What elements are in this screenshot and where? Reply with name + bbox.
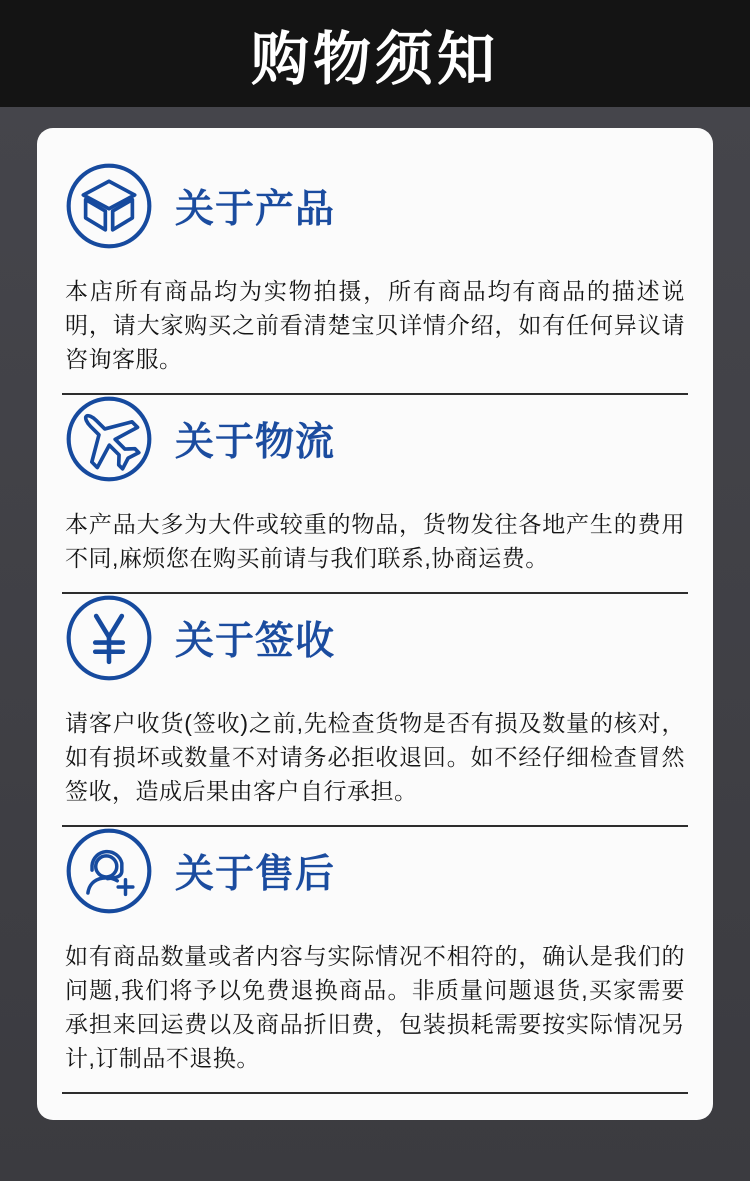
- section-logistics: [37, 395, 713, 575]
- section-logistics-body: 本产品大多为大件或较重的物品，货物发往各地产生的费用不同,麻烦您在购买前请与我们联系,协商运费。: [65, 511, 685, 571]
- section-aftersales-header: [65, 827, 685, 915]
- headset-icon: [65, 827, 153, 915]
- section-signoff-header: [65, 594, 685, 682]
- section-product-body: 本店所有商品均为实物拍摄，所有商品均有商品的描述说明，请大家购买之前看清楚宝贝详情介绍，如有任何异议请咨询客服。: [65, 278, 685, 372]
- yen-icon: [65, 594, 153, 682]
- section-product: [37, 162, 713, 376]
- section-logistics-title: 关于物流: [175, 421, 336, 464]
- notice-header: [0, 0, 750, 107]
- plane-icon: [65, 395, 153, 483]
- section-product-header: [65, 162, 685, 250]
- section-aftersales-body: 如有商品数量或者内容与实际情况不相符的，确认是我们的问题,我们将予以免费退换商品。非质量问题退货,买家需要承担来回运费以及商品折旧费，包装损耗需要按实际情况另计,订制品不退换。: [65, 943, 685, 1071]
- section-signoff: [37, 594, 713, 808]
- cube-icon: [65, 162, 153, 250]
- page-title: 购物须知: [250, 26, 499, 92]
- section-aftersales: [37, 827, 713, 1075]
- section-product-title: 关于产品: [175, 188, 336, 231]
- section-logistics-header: [65, 395, 685, 483]
- section-divider: [62, 1092, 688, 1094]
- section-aftersales-title: 关于售后: [175, 853, 336, 896]
- section-signoff-title: 关于签收: [175, 620, 336, 663]
- notice-card: [37, 128, 713, 1120]
- section-signoff-body: 请客户收货(签收)之前,先检查货物是否有损及数量的核对，如有损坏或数量不对请务必拒收退回。如不经仔细检查冒然签收，造成后果由客户自行承担。: [65, 710, 685, 804]
